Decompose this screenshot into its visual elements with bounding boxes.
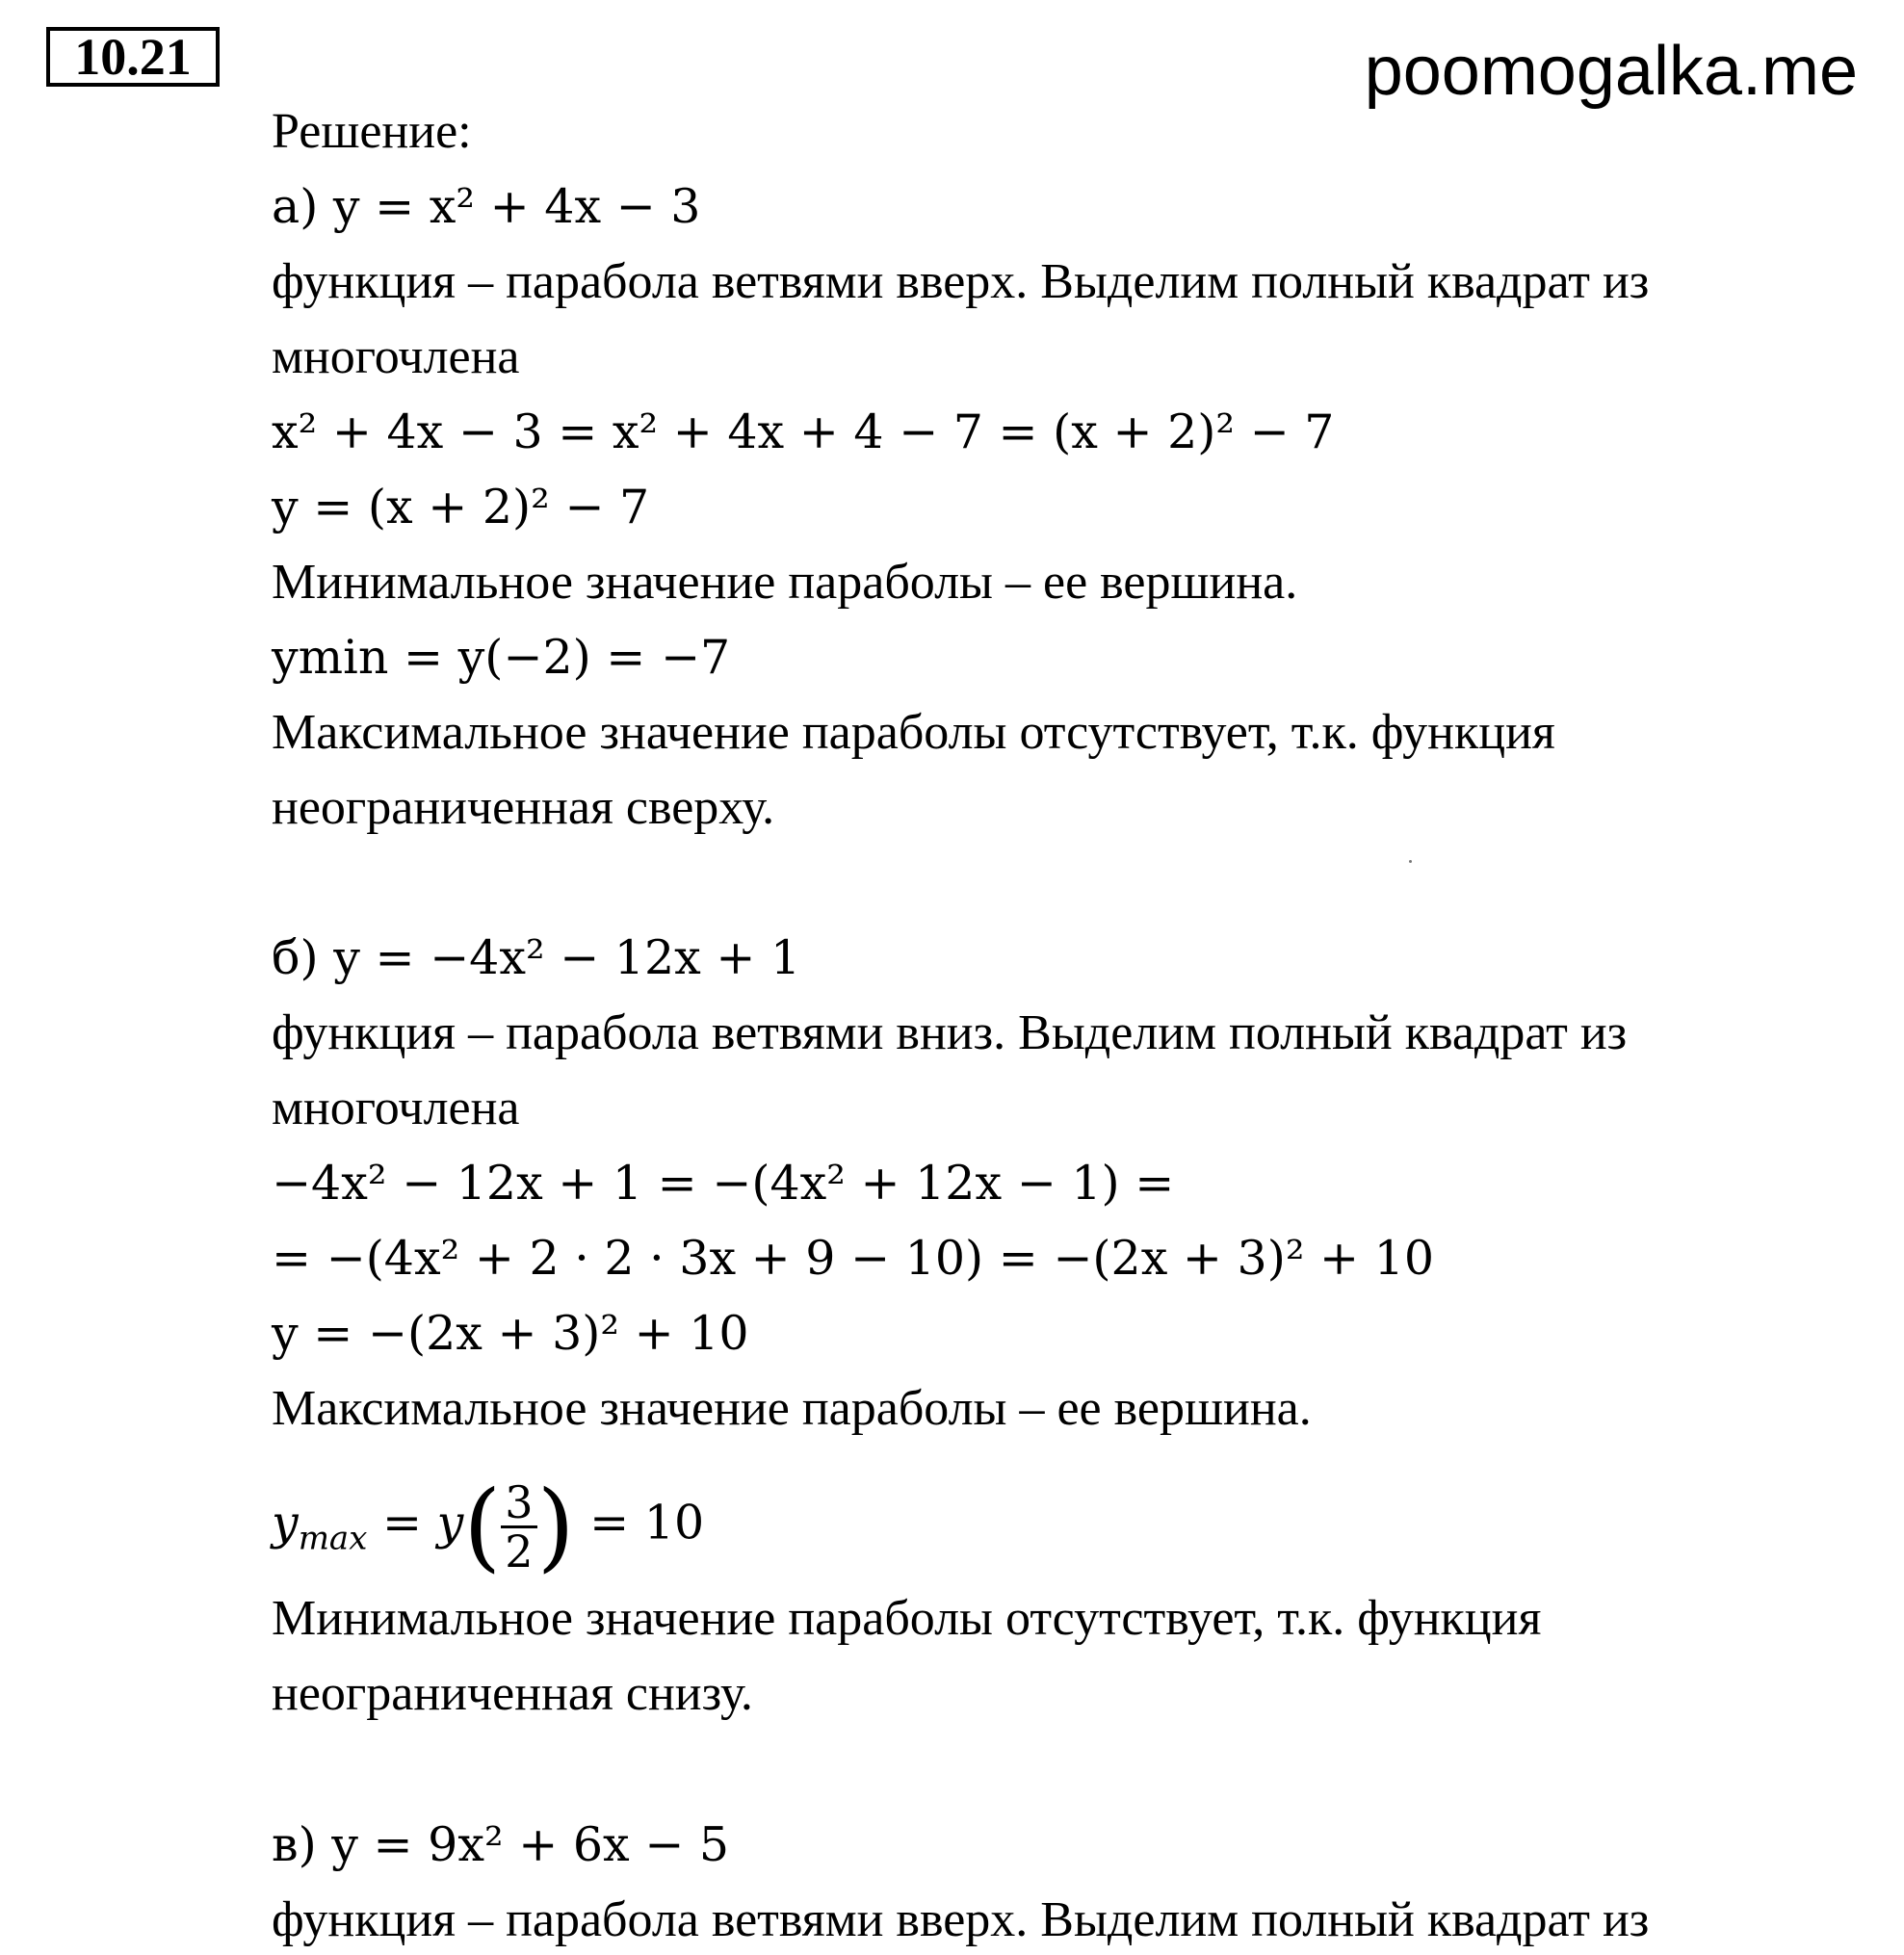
part-c-equation: в) y = 9x² + 6x − 5 xyxy=(272,1817,730,1872)
part-b-text-1: функция – парабола ветвями вниз. Выделим полный квадрат из xyxy=(272,1005,1628,1060)
part-a-equation: а) y = x² + 4x − 3 xyxy=(272,179,701,234)
part-a-complete-square: x² + 4x − 3 = x² + 4x + 4 − 7 = (x + 2)² − 7 xyxy=(272,404,1335,459)
stray-dot xyxy=(1409,860,1412,863)
part-b-min-note-1: Минимальное значение параболы отсутствует, т.к. функция xyxy=(272,1591,1542,1646)
fraction-3-2: $\frac{3}{2}$ xyxy=(501,1479,536,1575)
part-a-text-1: функция – парабола ветвями вверх. Выделим полный квадрат из xyxy=(272,254,1650,309)
part-b-result: y = −(2x + 3)² + 10 xyxy=(272,1306,749,1361)
part-a-ymin: ymin = y(−2) = −7 xyxy=(272,630,731,685)
solution-heading: Решение: xyxy=(272,104,472,159)
site-watermark: poomogalka.me xyxy=(1364,33,1858,110)
problem-number-box: 10.21 xyxy=(46,27,220,87)
part-b-text-2: многочлена xyxy=(272,1081,520,1135)
part-b-step-1: −4x² − 12x + 1 = −(4x² + 12x − 1) = xyxy=(272,1156,1175,1211)
part-a-result: y = (x + 2)² − 7 xyxy=(272,480,650,534)
part-b-equation: б) y = −4x² − 12x + 1 xyxy=(272,930,801,985)
part-b-ymax: $y_{max} = y$( $\frac{3}{2}$ ) = 10 xyxy=(272,1470,705,1582)
part-a-min-note: Минимальное значение параболы – ее вершина. xyxy=(272,555,1298,610)
part-a-text-2: многочлена xyxy=(272,329,520,384)
part-a-max-note-2: неограниченная сверху. xyxy=(272,780,775,835)
part-c-text-1: функция – парабола ветвями вверх. Выделим полный квадрат из xyxy=(272,1892,1650,1947)
part-b-max-note: Максимальное значение параболы – ее вершина. xyxy=(272,1381,1312,1436)
part-b-step-2: = −(4x² + 2 · 2 · 3x + 9 − 10) = −(2x + 3)² + 10 xyxy=(272,1231,1435,1286)
part-a-max-note-1: Максимальное значение параболы отсутствует, т.к. функция xyxy=(272,705,1555,760)
part-b-min-note-2: неограниченная снизу. xyxy=(272,1666,753,1721)
